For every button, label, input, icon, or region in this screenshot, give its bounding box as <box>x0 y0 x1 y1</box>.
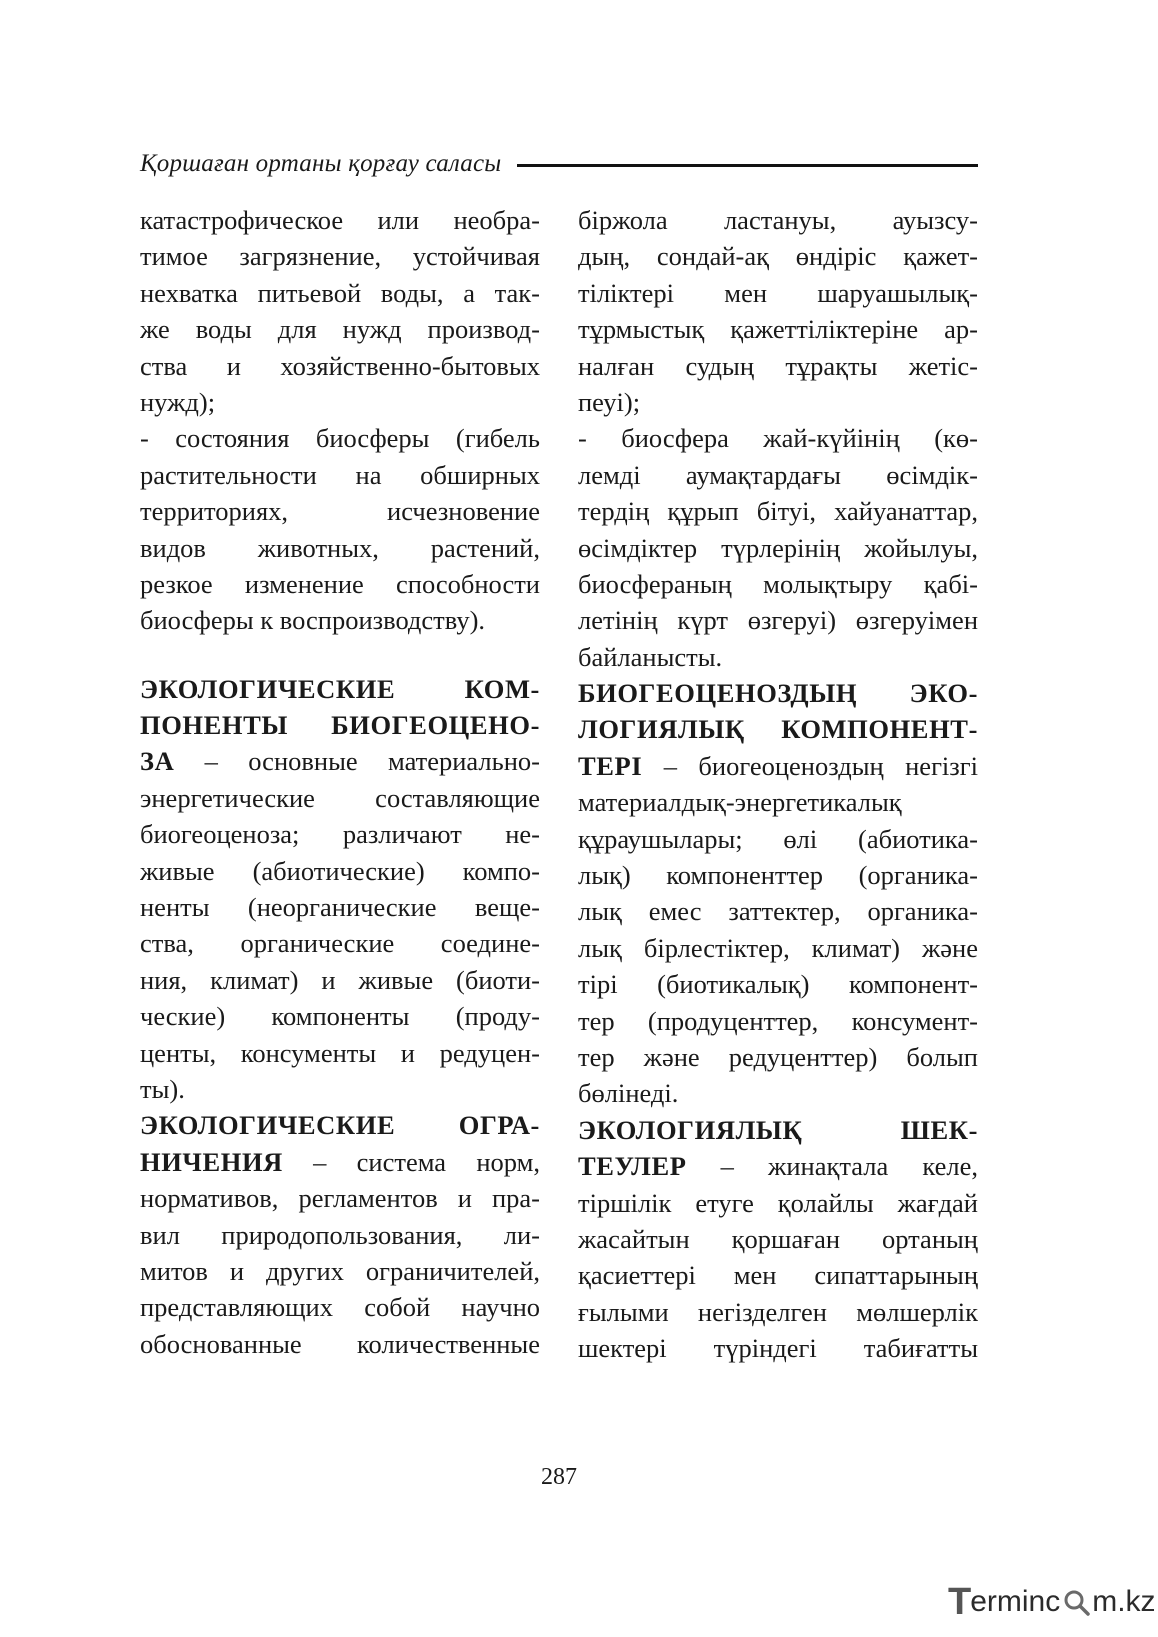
text-line <box>578 1330 978 1366</box>
line-text: тимое загрязнение, устойчивая <box>140 241 540 272</box>
text-line <box>578 1185 978 1221</box>
term-heading: ТЕУЛЕР <box>578 1151 687 1182</box>
text-line <box>140 1035 540 1071</box>
text-line <box>578 711 978 747</box>
running-header <box>140 146 978 182</box>
text-line <box>578 202 978 238</box>
text-line <box>140 743 540 779</box>
line-text: биогеоценоза; различают не- <box>140 819 540 850</box>
line-text: представляющих собой научно <box>140 1292 540 1323</box>
line-text: резкое изменение способности <box>140 568 540 599</box>
line-text: биосферы к воспроизводству). <box>140 605 486 636</box>
text-line <box>578 930 978 966</box>
line-text: живые (абиотические) компо- <box>140 855 540 886</box>
line-text: ческие) компоненты (проду- <box>140 1001 540 1032</box>
line-text: шектері түріндегі табиғатты <box>578 1333 978 1364</box>
line-text: - биосфера жай-күйінің (кө- <box>578 423 978 454</box>
line-text: тіліктері мен шаруашылық- <box>578 277 978 308</box>
text-line <box>140 816 540 852</box>
line-text: құраушылары; өлі (абиотика- <box>578 823 978 854</box>
line-text: энергетические составляющие <box>140 782 540 813</box>
text-line <box>140 493 540 529</box>
line-text: вил природопользования, ли- <box>140 1219 540 1250</box>
line-text: байланысты. <box>578 641 723 672</box>
line-text: ства и хозяйственно-бытовых <box>140 350 540 381</box>
text-line <box>140 457 540 493</box>
text-line <box>578 602 978 638</box>
line-text: дың, сондай-ақ өндіріс қажет- <box>578 241 978 272</box>
line-text: лық бірлестіктер, климат) және <box>578 932 978 963</box>
text-line <box>140 420 540 456</box>
text-line <box>140 1253 540 1289</box>
line-text: лемді аумақтардағы өсімдік- <box>578 459 978 490</box>
text-line <box>140 1144 540 1180</box>
line-text: – жинақтала келе, <box>686 1151 978 1182</box>
term-heading: ЭКОЛОГИЯЛЫҚ ШЕК- <box>578 1114 978 1145</box>
line-text: біржола ластануы, ауызсу- <box>578 205 978 235</box>
page-number: 287 <box>541 1464 577 1490</box>
line-text: ненты (неорганические веще- <box>140 892 540 923</box>
text-line <box>140 998 540 1034</box>
text-line <box>140 671 540 707</box>
watermark-text-suffix: m.kz <box>1092 1585 1156 1618</box>
text-line <box>140 238 540 274</box>
line-text: - состояния биосферы (гибель <box>140 423 540 454</box>
line-text: митов и других ограничителей, <box>140 1255 540 1286</box>
line-text: катастрофическое или необра- <box>140 205 540 235</box>
running-header-title: Қоршаған ортаны қорғау саласы <box>140 150 502 177</box>
line-text: – биогеоценоздың негізгі <box>642 750 978 781</box>
text-line <box>140 1107 540 1143</box>
line-text: ства, органические соедине- <box>140 928 540 959</box>
text-line <box>140 1217 540 1253</box>
text-line <box>578 1039 978 1075</box>
text-line <box>578 675 978 711</box>
term-heading: НИЧЕНИЯ <box>140 1146 283 1177</box>
term-heading: ТЕРІ <box>578 750 643 781</box>
term-heading: ПОНЕНТЫ БИОГЕОЦЕНО- <box>140 710 540 741</box>
text-line <box>578 348 978 384</box>
line-text: лық) компоненттер (органика- <box>578 860 978 891</box>
text-line <box>140 566 540 602</box>
line-text: тер (продуценттер, консумент- <box>578 1005 978 1036</box>
line-text: нормативов, регламентов и пра- <box>140 1183 540 1214</box>
line-text: пеуі); <box>578 386 641 417</box>
line-text: же воды для нужд производ- <box>140 314 540 345</box>
line-text: ния, климат) и живые (биоти- <box>140 964 540 995</box>
text-line <box>578 1257 978 1293</box>
text-line <box>578 457 978 493</box>
line-text: материалдық-энергетикалық <box>578 787 902 818</box>
line-text: биосфераның молықтыру қабі- <box>578 568 978 599</box>
text-line <box>578 275 978 311</box>
text-line <box>578 966 978 1002</box>
term-heading: ЭКОЛОГИЧЕСКИЕ ОГРА- <box>140 1110 540 1141</box>
line-text: растительности на обширных <box>140 459 540 490</box>
line-text: жасайтын қоршаған ортаның <box>578 1223 978 1254</box>
term-heading: БИОГЕОЦЕНОЗДЫҢ ЭКО- <box>578 678 978 709</box>
line-text: территориях, исчезновение <box>140 496 540 527</box>
term-heading: ЛОГИЯЛЫҚ КОМПОНЕНТ- <box>578 714 978 745</box>
magnifier-icon <box>1061 1587 1091 1617</box>
text-line <box>578 1003 978 1039</box>
watermark-text-middle: erminc <box>970 1585 1061 1618</box>
text-line <box>578 857 978 893</box>
text-line <box>578 1075 978 1111</box>
text-line <box>140 1180 540 1216</box>
line-text: – основные материально- <box>174 746 540 777</box>
text-line <box>578 384 978 420</box>
text-line <box>140 889 540 925</box>
text-line <box>578 1112 978 1148</box>
text-line <box>578 530 978 566</box>
text-line <box>578 1148 978 1184</box>
text-line <box>140 1289 540 1325</box>
line-text: видов животных, растений, <box>140 532 540 563</box>
line-text: ты). <box>140 1073 185 1104</box>
text-line <box>140 602 540 638</box>
line-text: тұрмыстық қажеттіліктеріне ар- <box>578 314 978 345</box>
text-line <box>140 311 540 347</box>
right-column <box>578 202 978 1367</box>
line-text: өсімдіктер түрлерінің жойылуы, <box>578 532 978 563</box>
term-heading: ЗА <box>140 746 175 777</box>
paragraph-gap <box>140 639 540 671</box>
text-line <box>140 384 540 420</box>
text-line <box>578 238 978 274</box>
line-text: летінің күрт өзгеруі) өзгеруімен <box>578 605 978 636</box>
line-text: бөлінеді. <box>578 1078 679 1109</box>
text-line <box>578 893 978 929</box>
termincom-watermark-logo <box>948 1580 1156 1624</box>
line-text: тер және редуценттер) болып <box>578 1041 978 1072</box>
line-text: центы, консументы и редуцен- <box>140 1037 540 1068</box>
watermark-t-letter: T <box>948 1580 970 1623</box>
line-text: қасиеттері мен сипаттарының <box>578 1260 978 1291</box>
line-text: нехватка питьевой воды, а так- <box>140 277 540 308</box>
text-line <box>140 962 540 998</box>
header-rule <box>517 164 978 167</box>
text-line <box>140 925 540 961</box>
text-line <box>578 566 978 602</box>
text-line <box>140 780 540 816</box>
text-line <box>140 1071 540 1107</box>
text-line <box>578 821 978 857</box>
text-line <box>140 348 540 384</box>
term-heading: ЭКОЛОГИЧЕСКИЕ КОМ- <box>140 673 540 704</box>
left-column <box>140 202 540 1362</box>
text-line <box>578 1294 978 1330</box>
line-text: нужд); <box>140 386 216 417</box>
text-line <box>140 853 540 889</box>
line-text: лық емес заттектер, органика- <box>578 896 978 927</box>
line-text: налған судың тұрақты жетіс- <box>578 350 978 381</box>
text-line <box>140 1326 540 1362</box>
text-line <box>578 639 978 675</box>
line-text: обоснованные количественные <box>140 1328 540 1359</box>
line-text: – система норм, <box>282 1146 540 1177</box>
line-text: ғылыми негізделген мөлшерлік <box>578 1296 978 1327</box>
text-line <box>578 748 978 784</box>
text-line <box>140 707 540 743</box>
line-text: тердің құрып бітуі, хайуанаттар, <box>578 496 978 527</box>
text-line <box>140 202 540 238</box>
text-line <box>140 530 540 566</box>
text-line <box>578 1221 978 1257</box>
text-line <box>578 493 978 529</box>
text-line <box>140 275 540 311</box>
text-line <box>578 311 978 347</box>
text-line <box>578 420 978 456</box>
text-line <box>578 784 978 820</box>
line-text: тірі (биотикалық) компонент- <box>578 969 978 1000</box>
line-text: тіршілік етуге қолайлы жағдай <box>578 1187 978 1218</box>
